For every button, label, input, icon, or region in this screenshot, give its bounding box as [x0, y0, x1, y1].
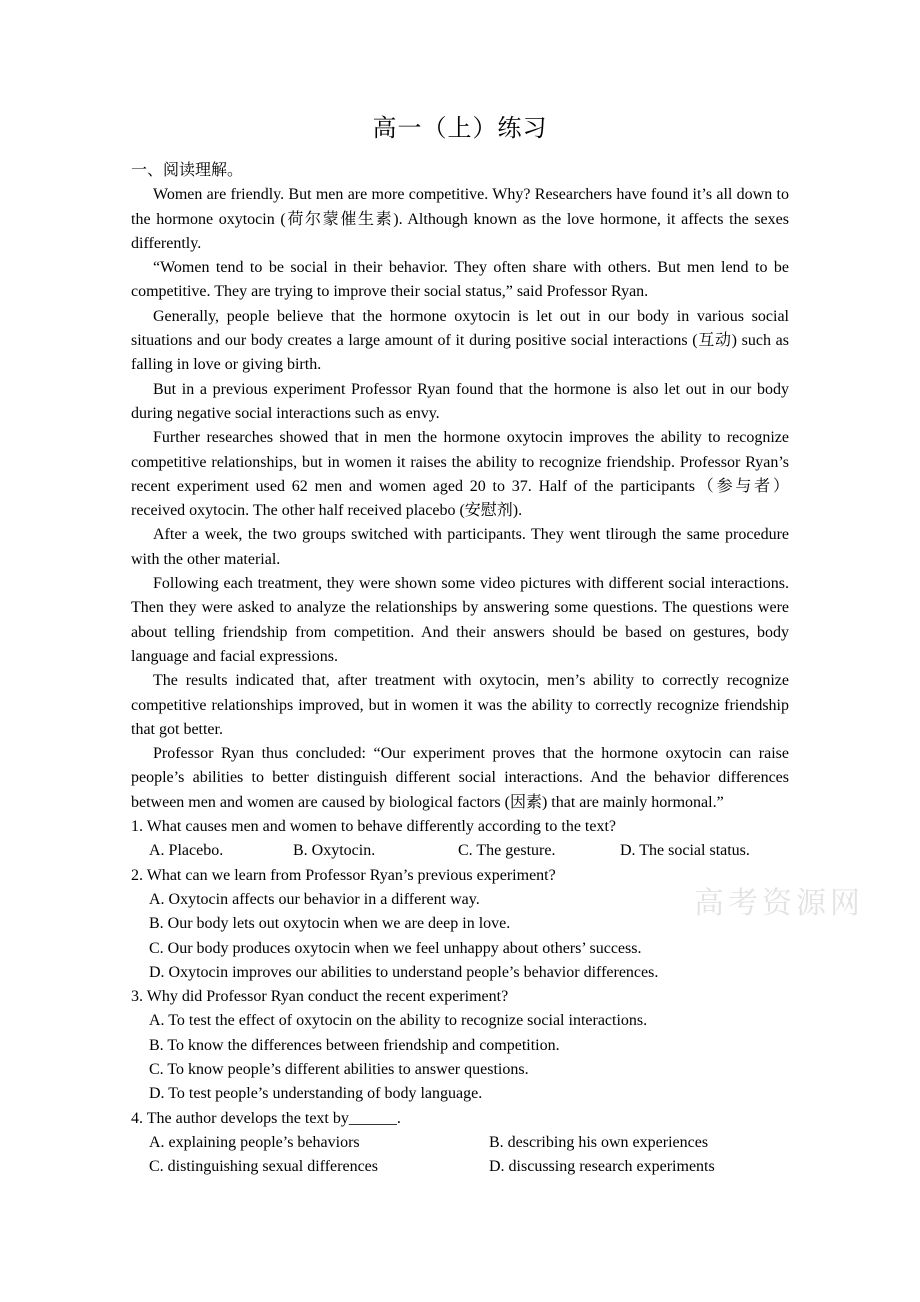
passage-paragraph: The results indicated that, after treatment with oxytocin, men’s ability to correctly recognize competitive relationships improved, but in women it was the ability to correctly recognize friendship that got better.: [131, 672, 789, 738]
question-options: [131, 839, 789, 863]
option-d: D. The social status.: [620, 842, 750, 860]
option-c: C. distinguishing sexual differences: [149, 1158, 378, 1176]
option-a: A. Oxytocin affects our behavior in a different way.: [149, 890, 480, 908]
question-stem: 4. The author develops the text by______.: [131, 1109, 401, 1127]
option-c: C. Our body produces oxytocin when we feel unhappy about others’ success.: [149, 939, 642, 957]
passage-paragraph: Professor Ryan thus concluded: “Our experiment proves that the hormone oxytocin can raise people’s abilities to better distinguish different social interactions. And the behavior differences between men and women are caused by biological factors (因素) that are mainly hormonal.”: [131, 745, 789, 811]
question-options: [131, 1131, 789, 1180]
passage-paragraph: “Women tend to be social in their behavior. They often share with others. But men lend to be competitive. They are trying to improve their social status,” said Professor Ryan.: [131, 259, 789, 301]
passage-paragraph: But in a previous experiment Professor Ryan found that the hormone is also let out in our body during negative social interactions such as envy.: [131, 380, 789, 422]
passage-paragraph: After a week, the two groups switched with participants. They went tlirough the same procedure with the other material.: [131, 526, 789, 568]
page-title: 高一（上）练习: [372, 116, 548, 142]
document-content: [131, 112, 789, 1179]
option-d: D. discussing research experiments: [489, 1158, 715, 1176]
option-c: C. The gesture.: [458, 842, 556, 860]
passage-paragraph: Following each treatment, they were shown some video pictures with different social interactions. Then they were asked to analyze the relationships by answering some questions. The questions were about telling friendship from competition. And their answers should be based on gestures, body language and facial expressions.: [131, 575, 789, 665]
option-b: B. Our body lets out oxytocin when we are deep in love.: [149, 915, 511, 933]
question-4: [131, 1107, 789, 1180]
question-stem: 1. What causes men and women to behave differently according to the text?: [131, 818, 617, 836]
question-options: [131, 888, 789, 985]
option-c: C. To know people’s different abilities to answer questions.: [149, 1060, 529, 1078]
section-heading: 一、阅读理解。: [131, 162, 244, 179]
question-stem: 3. Why did Professor Ryan conduct the recent experiment?: [131, 988, 509, 1006]
option-b: B. To know the differences between friendship and competition.: [149, 1036, 560, 1054]
question-3: [131, 985, 789, 1106]
option-a: A. explaining people’s behaviors: [149, 1133, 360, 1151]
question-2: [131, 864, 789, 985]
option-b: B. describing his own experiences: [489, 1133, 709, 1151]
passage-paragraph: Further researches showed that in men the hormone oxytocin improves the ability to recognize competitive relationships, but in women it raises the ability to recognize friendship. Professor Ryan’s recent experiment used 62 men and women aged 20 to 37. Half of the participants（参与者） received oxytocin. The other half received placebo (安慰剂).: [131, 429, 789, 520]
reading-passage: [131, 183, 789, 815]
option-a: A. Placebo.: [149, 842, 224, 860]
question-stem: 2. What can we learn from Professor Ryan’s previous experiment?: [131, 866, 556, 884]
option-d: D. To test people’s understanding of body language.: [149, 1085, 483, 1103]
passage-paragraph: Generally, people believe that the hormone oxytocin is let out in our body in various social situations and our body creates a large amount of it during positive social interactions (互动) such as falling in love or giving birth.: [131, 307, 789, 374]
watermark: 高考资源网: [694, 886, 864, 921]
option-b: B. Oxytocin.: [293, 842, 376, 860]
question-options: [131, 1009, 789, 1106]
question-1: [131, 815, 789, 864]
option-d: D. Oxytocin improves our abilities to understand people’s behavior differences.: [149, 963, 659, 981]
passage-paragraph: Women are friendly. But men are more competitive. Why? Researchers have found it’s all down to the hormone oxytocin (荷尔蒙催生素). Although known as the love hormone, it affects the sexes differently.: [131, 186, 789, 252]
option-a: A. To test the effect of oxytocin on the ability to recognize social interactions.: [149, 1012, 648, 1030]
